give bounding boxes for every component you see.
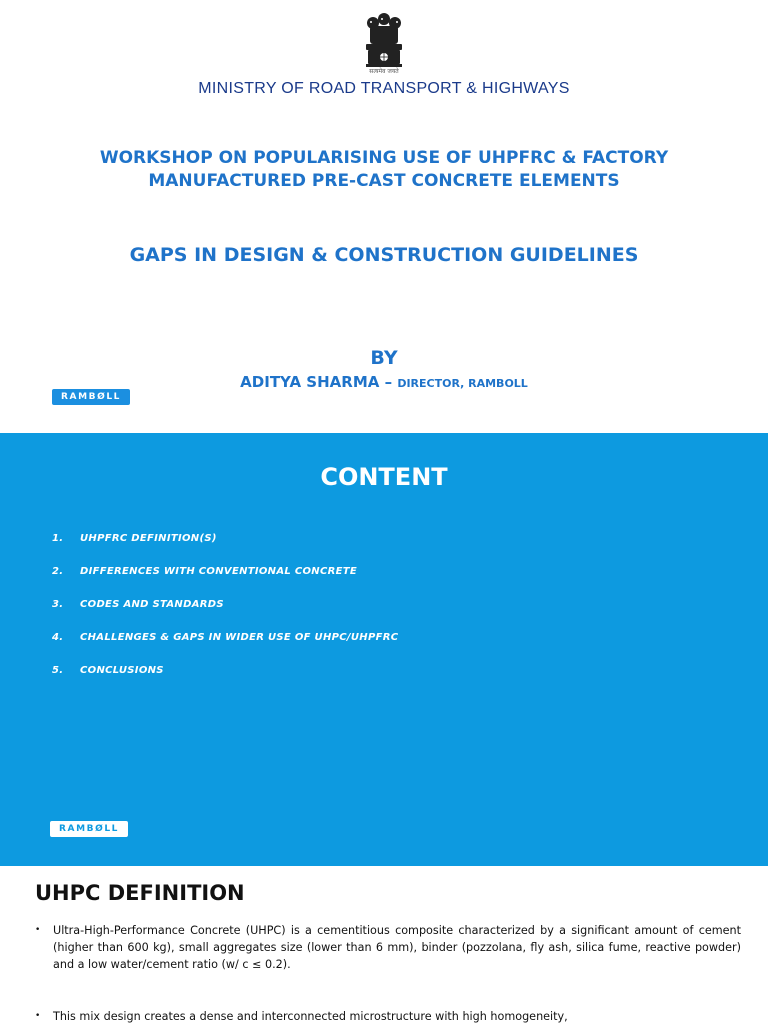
workshop-title-line2: MANUFACTURED PRE-CAST CONCRETE ELEMENTS [148,171,620,191]
item-number: 1. [52,533,64,544]
author-role: DIRECTOR, RAMBOLL [397,377,528,390]
author-name: ADITYA SHARMA – [240,373,398,391]
bullet-point [35,922,741,973]
ramboll-logo: RAMBØLL [52,389,130,405]
presentation-subtitle: GAPS IN DESIGN & CONSTRUCTION GUIDELINES [129,244,639,266]
bullet-icon: • [35,925,41,935]
content-slide [0,433,768,866]
bullet-text: Ultra-High-Performance Concrete (UHPC) is a cementitious composite characterized by a significant amount of cement (higher than 600 kg), small aggregates size (lower than 6 mm), binder (pozzolana, fly ash, silica fume, reactive powder) and a low water/cement ratio (w/ c ≤ 0.2). [53,924,741,971]
item-number: 5. [52,665,64,676]
item-number: 3. [52,599,64,610]
item-label: UHPFRC DEFINITION(S) [80,533,217,544]
item-number: 2. [52,566,64,577]
title-slide [0,0,768,433]
content-list [52,533,398,698]
workshop-title-line1: WORKSHOP ON POPULARISING USE OF UHPFRC & FACTORY [99,148,669,168]
list-item [52,665,398,698]
emblem-motto: सत्यमेव जयते [369,68,399,75]
content-title: CONTENT [320,463,448,491]
item-label: CHALLENGES & GAPS IN WIDER USE OF UHPC/UHPFRC [80,632,399,643]
definition-title: UHPC DEFINITION [35,881,245,905]
list-item [52,533,398,566]
by-label: BY [370,347,398,369]
ministry-name: MINISTRY OF ROAD TRANSPORT & HIGHWAYS [198,80,570,97]
item-number: 4. [52,632,64,643]
definition-slide [0,866,768,1024]
bullet-icon: • [35,1011,41,1021]
item-label: CODES AND STANDARDS [80,599,224,610]
list-item [52,599,398,632]
item-label: DIFFERENCES WITH CONVENTIONAL CONCRETE [80,566,357,577]
list-item [52,566,398,599]
item-label: CONCLUSIONS [80,665,164,676]
ramboll-logo: RAMBØLL [50,821,128,837]
list-item [52,632,398,665]
bullet-text: This mix design creates a dense and interconnected microstructure with high homogeneity, [53,1010,568,1023]
workshop-title [0,147,768,193]
bullet-point [35,1008,741,1024]
